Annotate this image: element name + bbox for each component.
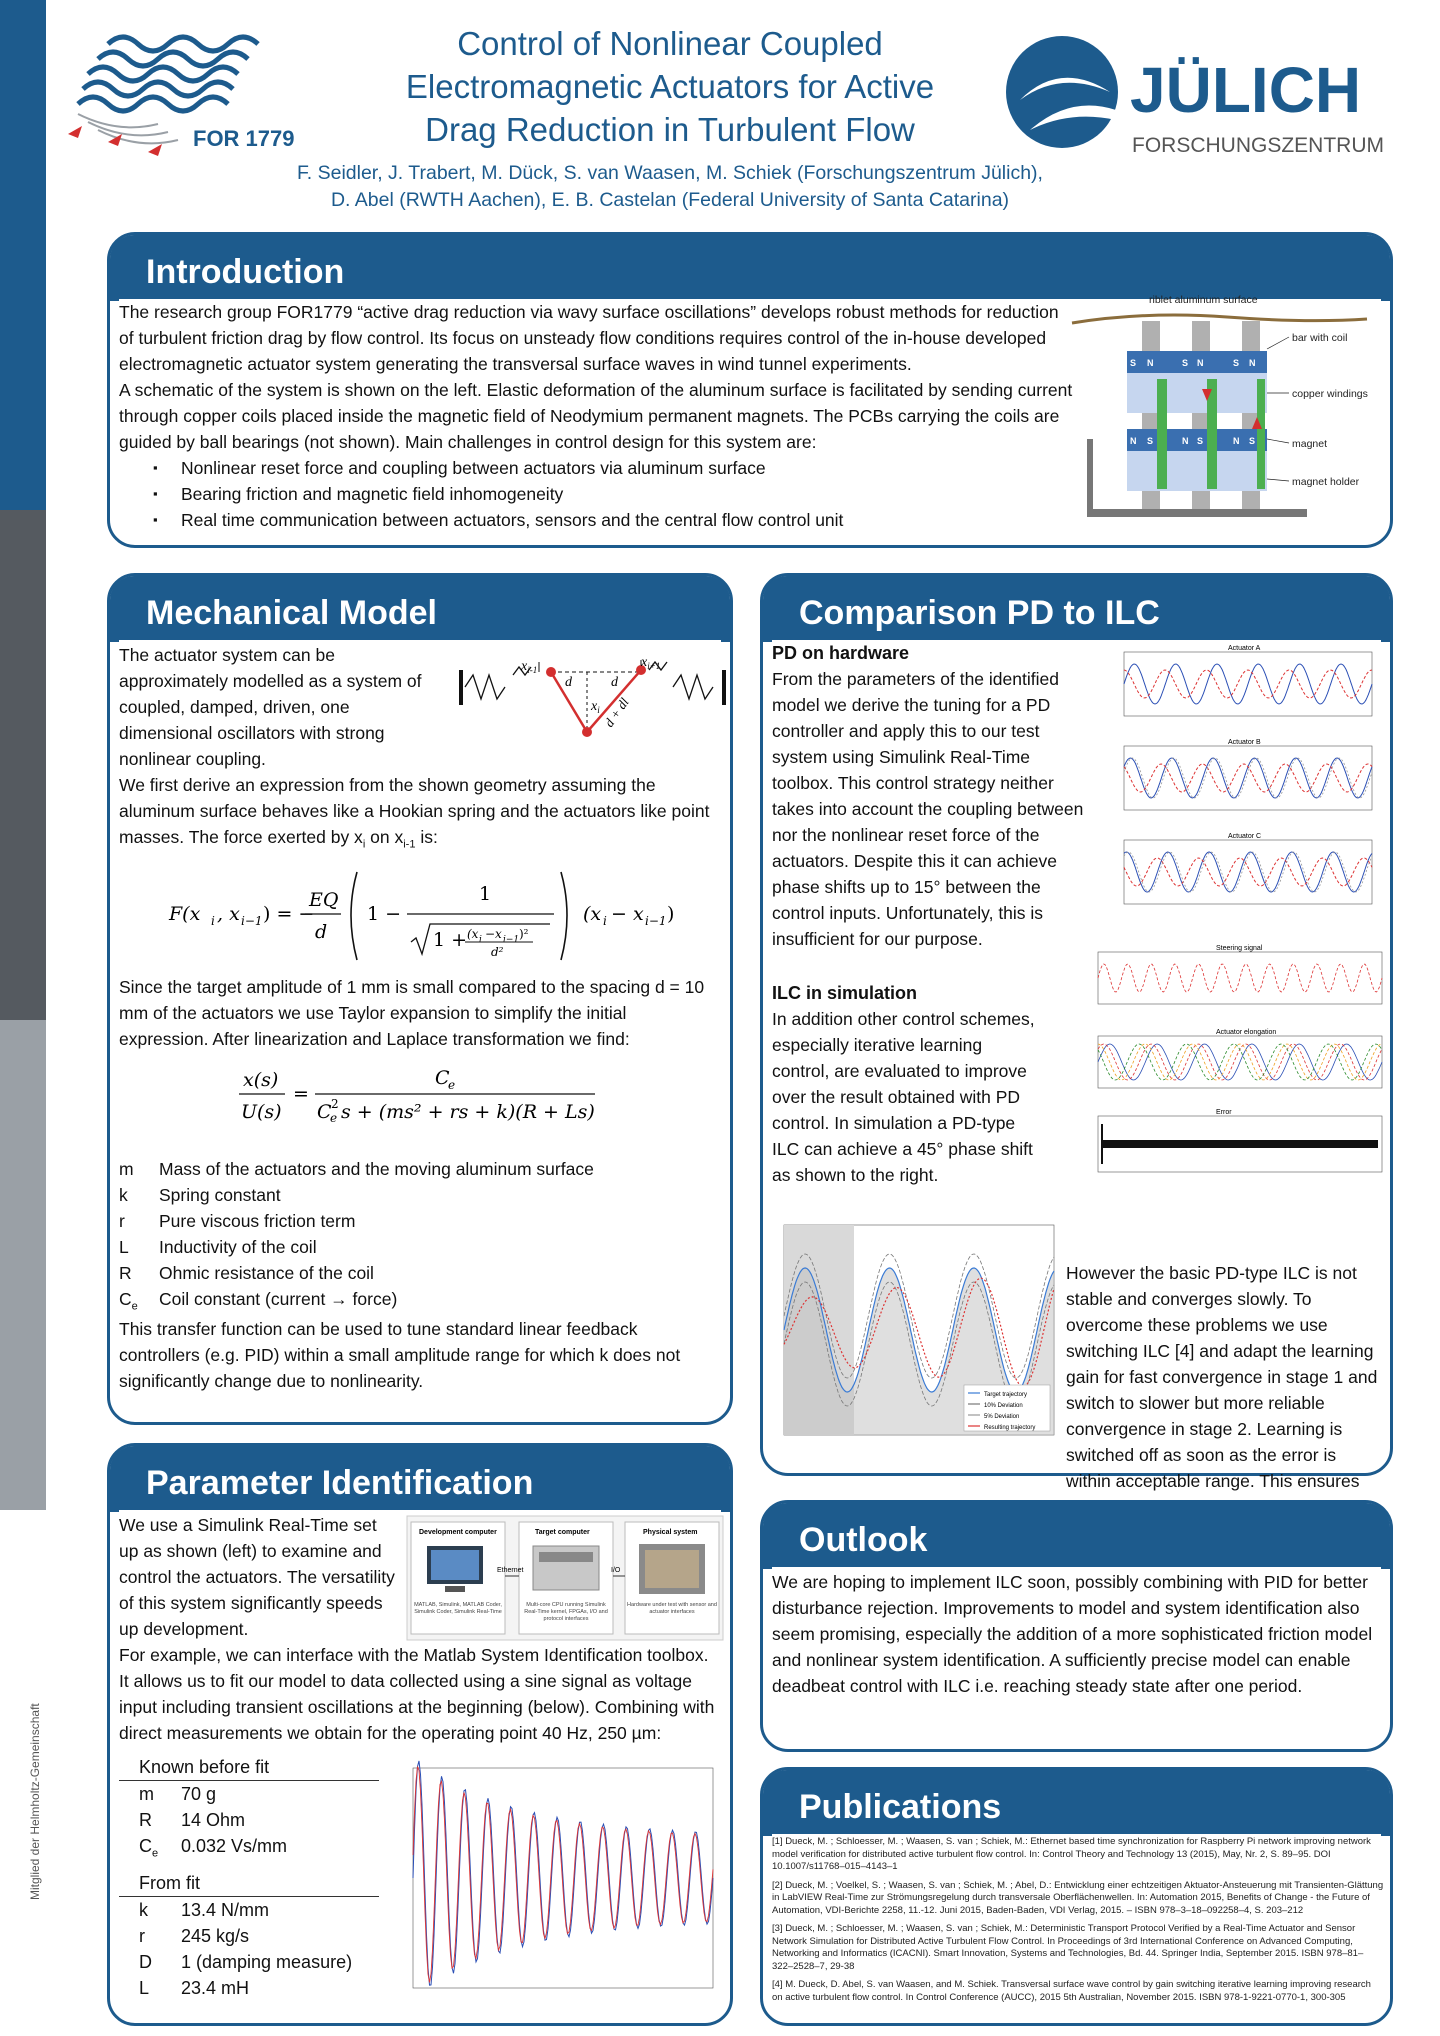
force-equation bbox=[159, 860, 679, 970]
outlook-text: We are hoping to implement ILC soon, possibly combining with PID for better disturbance rejection. Improvements to model and system identification also seem promising, especially the addition of a more sophisticated friction model and nonlinear system identification. A sufficiently precise model can enable deadbeat control with ILC i.e. reaching steady state after one period. bbox=[772, 1572, 1373, 1696]
svg-text:x(s): x(s) bbox=[243, 1069, 279, 1091]
svg-text:−x: −x bbox=[485, 927, 502, 941]
svg-text:i: i bbox=[479, 935, 482, 945]
svg-text:i: i bbox=[603, 914, 607, 928]
publications-heading: Publications bbox=[799, 1788, 1002, 1826]
introduction-heading: Introduction bbox=[146, 253, 345, 291]
error-band bbox=[1102, 1140, 1378, 1148]
for1779-logo bbox=[68, 14, 328, 174]
svg-text:Physical system: Physical system bbox=[643, 1529, 698, 1536]
mech-paragraph-3: Since the target amplitude of 1 mm is small compared to the spacing d = 10 mm of the actuators we use Taylor expansion to simplify the initial expression. After linearization and Laplace transformation we find: bbox=[119, 977, 705, 1049]
list-item: ▪ Nonlinear reset force and coupling between actuators via aluminum surface bbox=[119, 455, 1074, 481]
plot-frame bbox=[1098, 952, 1382, 1004]
svg-text:): ) bbox=[667, 903, 675, 925]
mechanical-model-heading: Mechanical Model bbox=[146, 594, 437, 632]
julich-logo bbox=[1000, 30, 1390, 170]
svg-text:FORSCHUNGSZENTRUM: FORSCHUNGSZENTRUM bbox=[1132, 134, 1384, 157]
outlook-panel bbox=[760, 1500, 1393, 1752]
comparison-heading: Comparison PD to ILC bbox=[799, 594, 1160, 632]
svg-text:bar with coil: bar with coil bbox=[1292, 332, 1348, 344]
known-parameters-table: Known before fit m 70 g R 14 Ohm $C_e$ 0.032 Vs/mm bbox=[119, 1754, 379, 1867]
parameter-identification-panel bbox=[107, 1443, 733, 2026]
svg-text:I/O: I/O bbox=[611, 1567, 621, 1574]
svg-text:d: d bbox=[565, 675, 572, 690]
coupling-geometry-diagram bbox=[459, 650, 729, 740]
list-item: [3] Dueck, M. ; Schloesser, M. ; Waasen, S. van ; Schiek, M.: Deterministic Transport Protocol Verified by a Real-Time Actuator and Sensor Network Simulation for Distributed Active Turbulent Flow Control. In Proceedings of 3rd International Conference on Advanced Computing, Networking and Informatics (ICACNI). Smart Innovation, Systems and Technologies, Bd. 44. Springer India, September 2015. ISBN 978–81–322–2528–7, 29-38 bbox=[772, 1923, 1364, 1972]
list-item: ▪ Real time communication between actuators, sensors and the central flow control unit bbox=[119, 507, 1074, 533]
svg-text:(x: (x bbox=[467, 927, 479, 941]
param-paragraph-2: For example, we can interface with the Matlab System Identification toolbox. It allows us to fit our model to data collected using a sine signal as voltage input including transient oscillations at the beginning (below). Combining with direct measurements we obtain for the operating point 40 Hz, 250 µm: bbox=[119, 1645, 715, 1743]
svg-text:copper windings: copper windings bbox=[1292, 388, 1368, 400]
svg-text:i−1: i−1 bbox=[503, 935, 520, 945]
intro-paragraph: A schematic of the system is shown on the left. Elastic deformation of the aluminum surface is facilitated by sending current through copper coils placed inside the magnetic field of Neodymium permanent magnets. The PCBs carrying the coils are guided by ball bearings (not shown). Main challenges in control design for this system are: bbox=[119, 380, 1073, 452]
svg-text:Target computer: Target computer bbox=[535, 1529, 590, 1536]
svg-text:d²: d² bbox=[491, 945, 504, 959]
mech-paragraph-2: We first derive an expression from the shown geometry assuming the aluminum surface behaves like a Hookian spring and the actuators like point masses. The force exerted by $x_i$ on $x_{i-1}$ is: bbox=[119, 775, 710, 851]
publications-panel bbox=[760, 1767, 1393, 2026]
pd-text: From the parameters of the identified model we derive the tuning for a PD controller and apply this to our test system using Simulink Real-Time toolbox. This control strategy neither takes into account the coupling between nor the nonlinear reset force of the actuators. Despite this it can achieve phase shifts up to 15° between the control inputs. Unfortunately, this is insufficient for our purpose. bbox=[772, 669, 1084, 949]
svg-text:2: 2 bbox=[331, 1097, 339, 1111]
fitted-parameters-table: From fit k 13.4 N/mm r 245 kg/s D 1 (damping measure) L 23.4 mH bbox=[119, 1870, 379, 2001]
simulation-plot-title: Error bbox=[1216, 1109, 1232, 1116]
actuator-plot-title: Actuator A bbox=[1228, 645, 1261, 652]
simulation-plot-title: Actuator elongation bbox=[1216, 1029, 1277, 1036]
svg-text:xi: $x_i$ bbox=[591, 699, 600, 715]
svg-text:e: e bbox=[448, 1078, 456, 1092]
legend-entry: Target trajectory bbox=[984, 1392, 1028, 1398]
actuator-schematic bbox=[1067, 289, 1392, 534]
legend-entry: 5% Deviation bbox=[984, 1414, 1020, 1420]
legend-entry: Resulting trajectory bbox=[984, 1425, 1036, 1431]
svg-text:riblet aluminum surface: riblet aluminum surface bbox=[1149, 294, 1258, 306]
outlook-heading: Outlook bbox=[799, 1521, 928, 1559]
svg-text:)²: )² bbox=[519, 927, 529, 941]
svg-text:s + (ms² + rs + k)(R + Ls): s + (ms² + rs + k)(R + Ls) bbox=[341, 1101, 595, 1123]
svg-text:i−1: i−1 bbox=[241, 914, 263, 928]
svg-text:Ethernet: Ethernet bbox=[497, 1567, 524, 1574]
svg-text:U(s): U(s) bbox=[241, 1101, 282, 1123]
svg-text:d: d bbox=[315, 921, 328, 943]
poster-title: Control of Nonlinear Coupled Electromagnetic Actuators for Active Drag Reduction in Turbulent Flow bbox=[405, 25, 935, 148]
sidebar-stripe-blue bbox=[0, 0, 46, 510]
svg-text:JÜLICH: JÜLICH bbox=[1130, 54, 1362, 126]
transfer-function-equation bbox=[239, 1060, 599, 1130]
svg-text:S: S bbox=[1130, 358, 1137, 368]
svg-text:1 +: 1 + bbox=[433, 929, 468, 951]
helmholtz-member-text: Mitglied der Helmholtz-Gemeinschaft bbox=[28, 1703, 42, 1900]
intro-paragraph: The research group FOR1779 “active drag reduction via wavy surface oscillations” develops robust methods for reduction of turbulent friction drag by flow control. Its focus on unsteady flow conditions requires control of the in-house developed electromagnetic actuator system generating the transversal surface waves in wind tunnel experiments. bbox=[119, 302, 1059, 374]
svg-text:N: N bbox=[1249, 358, 1256, 368]
authors: F. Seidler, J. Trabert, M. Dück, S. van Waasen, M. Schiek (Forschungszentrum Jülich), D. Abel (RWTH Aachen), E. B. Castelan (Federal University of Santa Catarina) bbox=[297, 162, 1043, 211]
ilc-simulation-plots bbox=[1064, 940, 1390, 1190]
list-item: [2] Dueck, M. ; Voelkel, S. ; Waasen, S. van ; Schiek, M. ; Abel, D.: Entwicklung einer echtzeitigen Aktuator-Ansteuerung mit Transienten-Glättung in LabVIEW Real-Time zur Strömungsregelung durch transversale Oberflächenwellen. In: Automation 2015, Benefits of Change - the Future of Automation, VDI-Berichte 2258, 11.-12. Juni 2015, Baden-Baden, VDI Verlag, 2015. – ISBN 978–3–18–092258–4, S. 203–212 bbox=[772, 1879, 1384, 1916]
realtime-setup-diagram: Development computer Target computer Physical system Ethernet I/O MATLAB, Simulink, MATLAB Coder, Simulink Coder, Simulink Real-Time Multi-core CPU running Simulink Real-Time kernel, FPGAs, I/O and protocol interfaces Hardware under test with sensor and actuator interfaces bbox=[407, 1516, 723, 1640]
actuator-plot-title: Actuator B bbox=[1228, 739, 1261, 746]
svg-text:S: S bbox=[1249, 436, 1256, 446]
svg-text:1: 1 bbox=[479, 883, 492, 905]
svg-text:N: N bbox=[1182, 436, 1189, 446]
svg-text:i: i bbox=[211, 914, 215, 928]
svg-text:EQ: EQ bbox=[309, 889, 339, 911]
simulation-plot-title: Steering signal bbox=[1216, 945, 1263, 952]
ilc-subheading: ILC in simulation bbox=[772, 983, 918, 1003]
list-item: [1] Dueck, M. ; Schloesser, M. ; Waasen, S. van ; Schiek, M.: Ethernet based time synchronization for Raspberry Pi network improving network model verification for distributed active turbulent flow control. In: Control Theory and Technology 13 (2015), May, Nr. 2, S. 89–95. DOI 10.1007/s11768–015–4143–1 bbox=[772, 1836, 1371, 1872]
ilc-trajectory-plot bbox=[772, 1195, 1062, 1470]
svg-text:F(x: F(x bbox=[169, 903, 201, 925]
svg-text:N: N bbox=[1197, 358, 1204, 368]
svg-text:magnet holder: magnet holder bbox=[1292, 476, 1360, 488]
svg-text:xi+1: $x_{i+1}$ bbox=[641, 655, 661, 671]
svg-text:xi-1: $x_{i-1}$ bbox=[521, 659, 538, 675]
svg-text:− x: − x bbox=[611, 903, 644, 925]
svg-text:N: N bbox=[1147, 358, 1154, 368]
svg-text:C: C bbox=[317, 1101, 332, 1123]
pd-actuator-plots bbox=[1098, 640, 1388, 940]
param-paragraph-1: We use a Simulink Real-Time set up as shown (left) to examine and control the actuators. The versatility of this system significantly speeds up development. bbox=[119, 1515, 395, 1639]
actuator-plot-title: Actuator C bbox=[1228, 833, 1262, 840]
pd-subheading: PD on hardware bbox=[772, 643, 910, 663]
svg-text:N: N bbox=[1130, 436, 1137, 446]
ilc-text: In addition other control schemes, especially iterative learning control, are evaluated to improve over the result obtained with PD control. In simulation a PD-type ILC can achieve a 45° phase shift as shown to the right. bbox=[772, 1009, 1035, 1185]
svg-text:S: S bbox=[1197, 436, 1204, 446]
svg-text:N: N bbox=[1233, 436, 1240, 446]
sidebar-stripe-dark bbox=[0, 510, 46, 1020]
svg-text:1 −: 1 − bbox=[367, 903, 402, 925]
svg-text:i−1: i−1 bbox=[645, 914, 667, 928]
introduction-panel bbox=[107, 232, 1393, 548]
svg-text:d: d bbox=[611, 675, 618, 690]
plot-frame bbox=[1124, 840, 1372, 904]
system-identification-plot bbox=[387, 1760, 727, 2010]
svg-text:S: S bbox=[1147, 436, 1154, 446]
mech-paragraph-1: The actuator system can be approximately modelled as a system of coupled, damped, driven, one dimensional oscillators with strong nonlinear coupling. bbox=[119, 645, 422, 769]
legend-entry: 10% Deviation bbox=[984, 1403, 1023, 1409]
list-item: [4] M. Dueck, D. Abel, S. van Waasen, and M. Schiek. Transversal surface wave control by gain switching iterative learning improving research on active turbulent flow control. In Control Conference (AUCC), 2015 5th Australian, November 2015. ISBN 978-1-9221-0770-1, 300-305 bbox=[772, 1979, 1371, 2003]
challenge-list bbox=[119, 455, 1074, 533]
svg-text:e: e bbox=[330, 1111, 338, 1125]
comparison-panel bbox=[760, 573, 1393, 1491]
svg-text:=: = bbox=[293, 1083, 309, 1105]
parameter-identification-heading: Parameter Identification bbox=[146, 1464, 534, 1502]
svg-text:magnet: magnet bbox=[1292, 438, 1328, 450]
publication-list bbox=[772, 1836, 1384, 2010]
svg-text:S: S bbox=[1182, 358, 1189, 368]
svg-text:, x: , x bbox=[217, 903, 240, 925]
svg-text:Development computer: Development computer bbox=[419, 1529, 497, 1536]
ilc-text-2: However the basic PD-type ILC is not stable and converges slowly. To overcome these problems we use switching ILC [4] and adapt the learning gain for fast convergence in stage 1 and switch to slower but more reliable convergence in stage 2. Learning is switched off as soon as the error is within acceptable range. This ensures bbox=[1066, 1263, 1378, 1491]
sidebar-stripe-grey bbox=[0, 1020, 46, 1510]
mech-paragraph-4: This transfer function can be used to tune standard linear feedback controllers (e.g. PID) within a small amplitude range for which k does not significantly change due to nonlinearity. bbox=[119, 1319, 681, 1391]
svg-text:d + dl: d + dl bbox=[601, 694, 632, 730]
list-item: ▪ Bearing friction and magnetic field inhomogeneity bbox=[119, 481, 1074, 507]
svg-text:(x: (x bbox=[583, 903, 602, 925]
svg-text:S: S bbox=[1233, 358, 1240, 368]
svg-text:) = −: ) = − bbox=[263, 903, 315, 925]
symbol-definitions: m Mass of the actuators and the moving aluminum surface k Spring constant r Pure viscous friction term L Inductivity of the coil R Ohmic resistance of the coil $C_e$ Coil constant (current → force) bbox=[119, 1159, 594, 1313]
mechanical-model-panel bbox=[107, 573, 733, 1425]
svg-text:C: C bbox=[435, 1067, 450, 1089]
svg-text:FOR 1779: FOR 1779 bbox=[193, 126, 295, 151]
